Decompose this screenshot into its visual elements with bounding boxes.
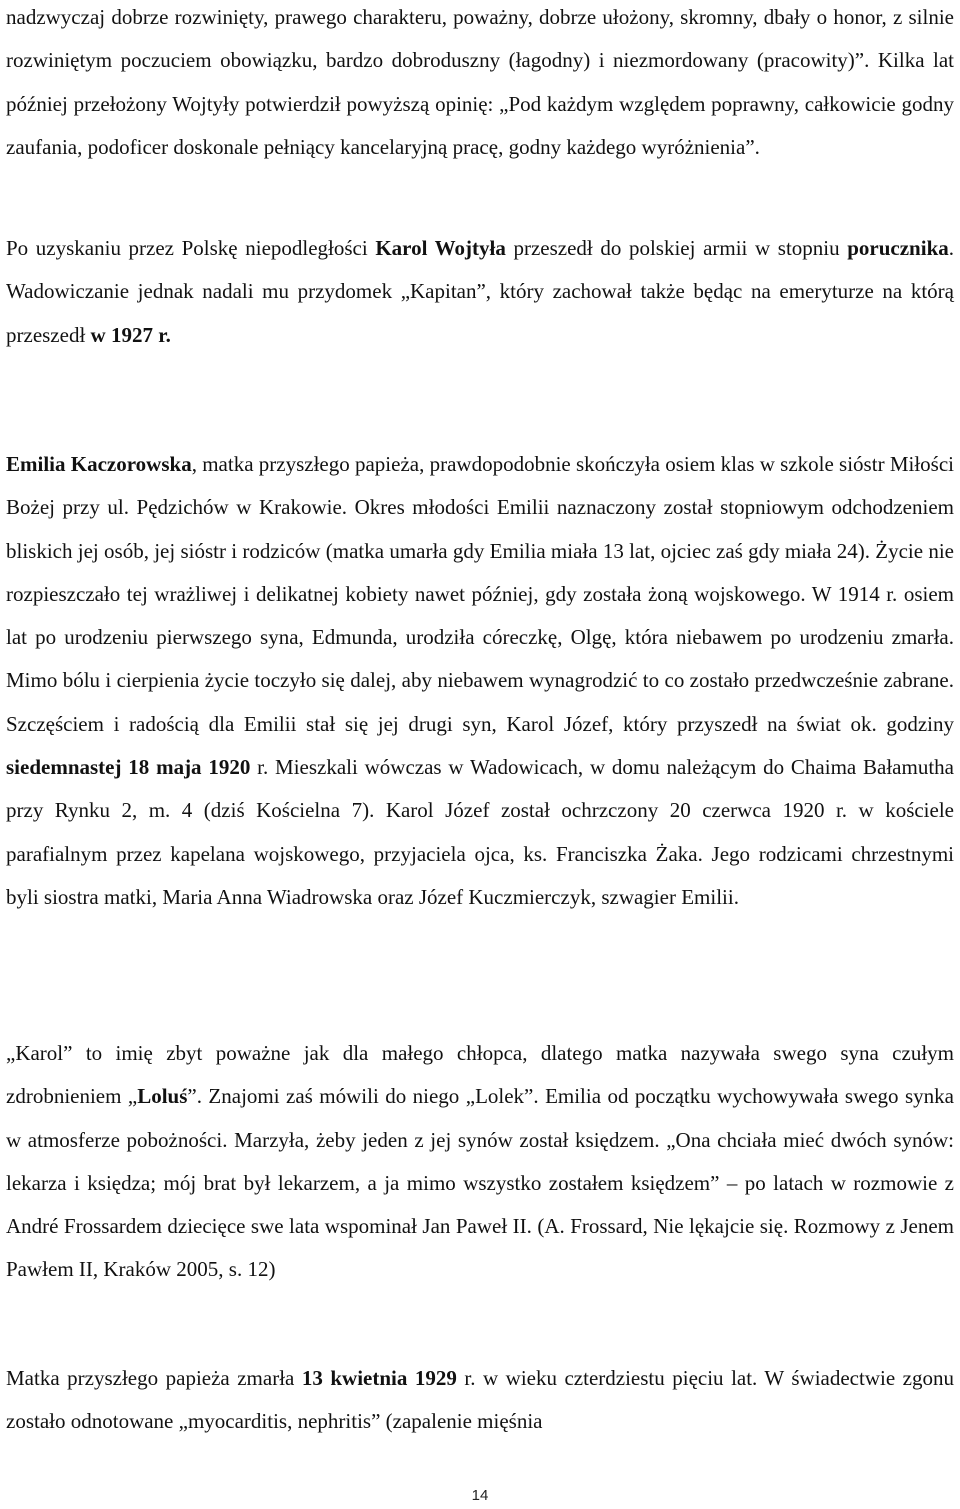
paragraph-2-text-3: . Wadowiczanie jednak nadali mu przydomek „Kapitan”, który zachował także będąc na emeryturze na którą przeszedł xyxy=(6,236,954,347)
paragraph-2-text-2: przeszedł do polskiej armii w stopniu xyxy=(505,236,848,260)
paragraph-2-bold-year: w 1927 r. xyxy=(90,322,171,347)
paragraph-3-bold-name: Emilia Kaczorowska xyxy=(6,452,192,476)
paragraph-5-text-2: r. w wieku czterdziestu pięciu lat. W świadectwie zgonu zostało odnotowane „myocarditis, nephritis” (zapalenie mięśnia xyxy=(6,1366,954,1434)
paragraph-2 xyxy=(6,227,954,357)
paragraph-4 xyxy=(6,1032,954,1292)
paragraph-3-text-1: , matka przyszłego papieża, prawdopodobnie skończyła osiem klas w szkole sióstr Miłości Bożej przy ul. Pędzichów w Krakowie. Okres młodości Emilii naznaczony został stopniowym odchodzeniem bliskich jej osób, jej sióstr i rodziców (matka umarła gdy Emilia miała 13 lat, ojciec zaś gdy miała 24). Życie nie rozpieszczało tej wrażliwej i delikatnej kobiety nawet później, gdy została żoną wojskowego. W 1914 r. osiem lat po urodzeniu pierwszego syna, Edmunda, urodziła córeczkę, Olgę, która niebawem po urodzeniu zmarła. Mimo bólu i cierpienia życie toczyło się dalej, aby niebawem wynagrodzić to co zostało przedwcześnie zabrane. Szczęściem i radością dla Emilii stał się jej drugi syn, Karol Józef, który przyszedł na świat ok. godziny xyxy=(6,452,954,736)
paragraph-3-text-2: r. Mieszkali wówczas w Wadowicach, w domu należącym do Chaima Bałamutha przy Rynku 2, m. 4 (dziś Kościelna 7). Karol Józef został ochrzczony 20 czerwca 1920 r. w kościele parafialnym przez kapelana wojskowego, przyjaciela ojca, ks. Franciszka Żaka. Jego rodzicami chrzestnymi byli siostra matki, Maria Anna Wiadrowska oraz Józef Kuczmierczyk, szwagier Emilii. xyxy=(6,755,954,909)
paragraph-5-bold-date: 13 kwietnia 1929 xyxy=(301,1366,457,1390)
paragraph-5-text-1: Matka przyszłego papieża zmarła xyxy=(6,1366,302,1390)
paragraph-2-bold-rank: porucznika xyxy=(847,236,949,260)
page-number: 14 xyxy=(471,1487,489,1504)
paragraph-4-text-1: „Karol” to imię zbyt poważne jak dla małego chłopca, dlatego matka nazywała swego syna czułym zdrobnieniem „ xyxy=(6,1041,954,1109)
paragraph-2-bold-name: Karol Wojtyła xyxy=(375,236,506,260)
paragraph-5 xyxy=(6,1357,954,1444)
paragraph-3 xyxy=(6,443,954,919)
paragraph-1 xyxy=(6,0,954,169)
paragraph-4-bold-nickname: Loluś xyxy=(137,1084,188,1109)
paragraph-4-text-2: ”. Znajomi zaś mówili do niego „Lolek”. Emilia od początku wychowywała swego synka w atmosferze pobożności. Marzyła, żeby jeden z jej synów został księdzem. „Ona chciała mieć dwóch synów: lekarza i księdza; mój brat był lekarzem, a ja mimo wszystko zostałem księdzem” – po latach w rozmowie z André Frossardem dziecięce swe lata wspominał Jan Paweł II. (A. Frossard, Nie lękajcie się. Rozmowy z Jenem Pawłem II, Kraków 2005, s. 12) xyxy=(6,1084,954,1282)
paragraph-3-bold-date: siedemnastej 18 maja 1920 xyxy=(6,755,251,780)
paragraph-1-text: nadzwyczaj dobrze rozwinięty, prawego charakteru, poważny, dobrze ułożony, skromny, dbały o honor, z silnie rozwiniętym poczuciem obowiązku, bardzo dobroduszny (łagodny) i niezmordowany (pracowity)”. Kilka lat później przełożony Wojtyły potwierdził powyższą opinię: „Pod każdym względem poprawny, całkowicie godny zaufania, podoficer doskonale pełniący kancelaryjną pracę, godny każdego wyróżnienia”. xyxy=(6,5,954,159)
paragraph-2-text-1: Po uzyskaniu przez Polskę niepodległości xyxy=(6,236,376,260)
